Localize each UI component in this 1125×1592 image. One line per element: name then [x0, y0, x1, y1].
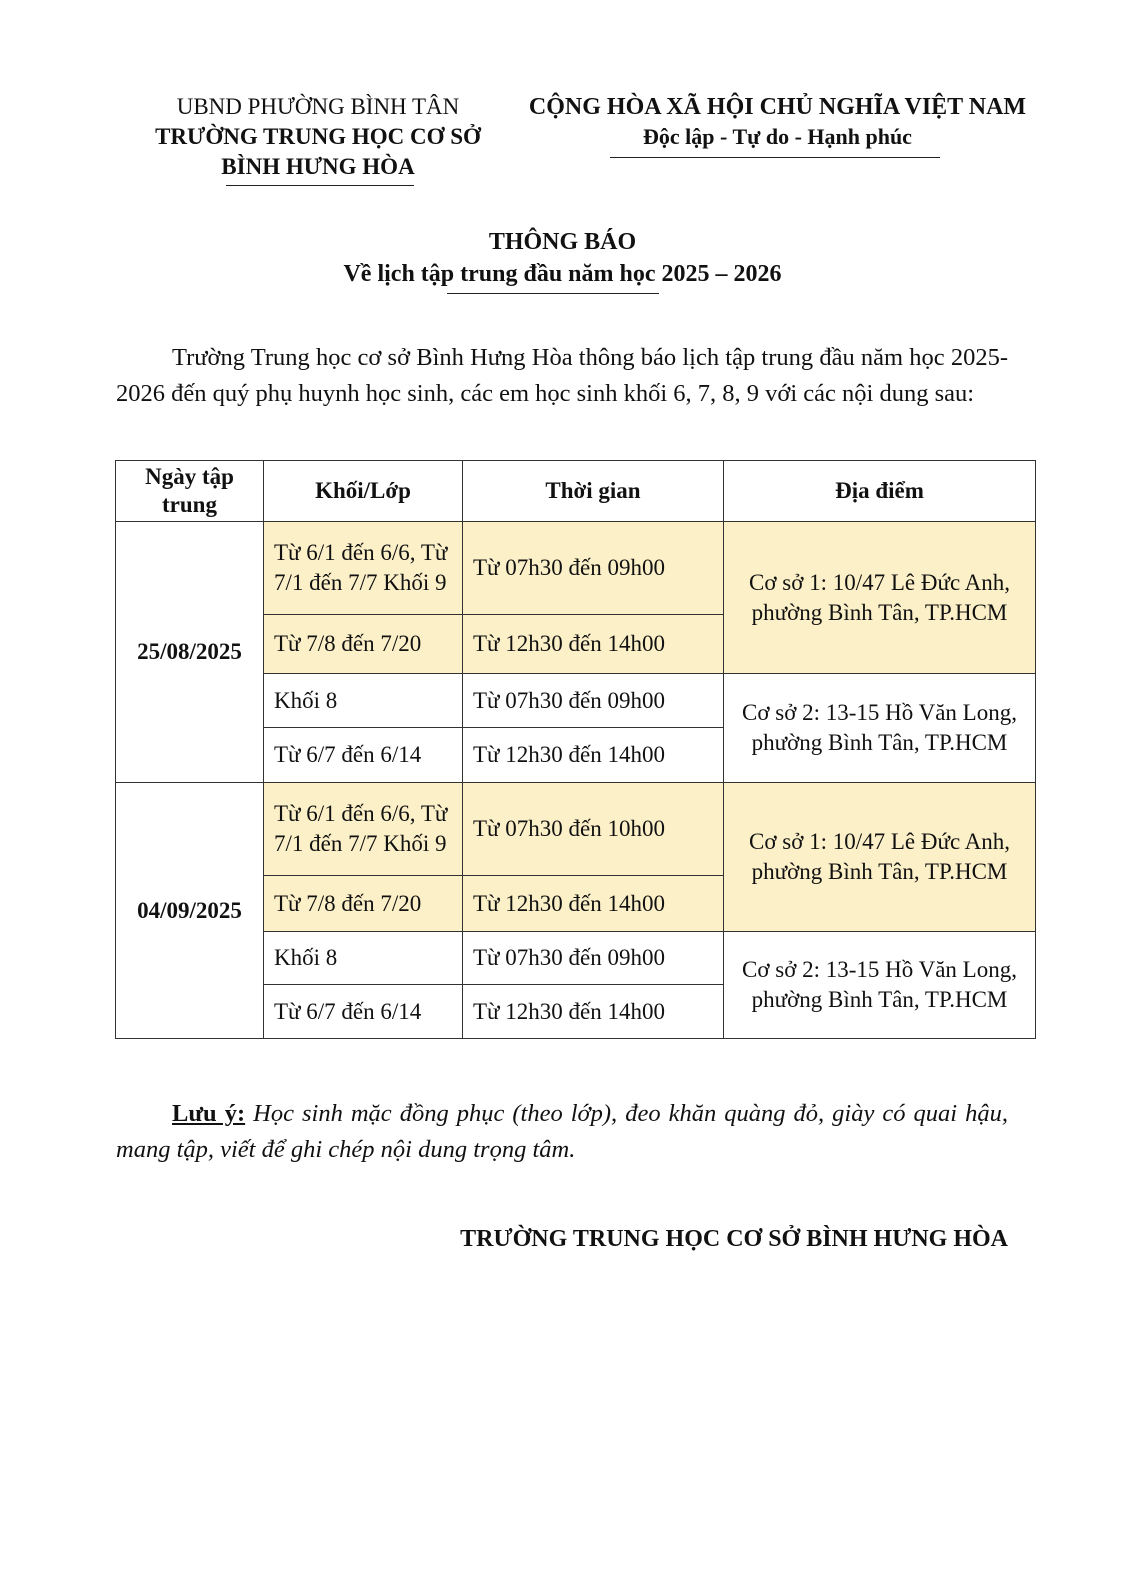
notice-subtitle: Về lịch tập trung đầu năm học 2025 – 2026 — [343, 261, 782, 287]
date-cell: 25/08/2025 — [116, 522, 264, 783]
table-row — [116, 783, 1036, 876]
header-time: Thời gian — [463, 461, 724, 522]
class-cell: Từ 6/7 đến 6/14 — [264, 728, 463, 783]
table-header-row — [116, 461, 1036, 522]
location-cell: Cơ sở 2: 13-15 Hồ Văn Long, phường Bình Tân, TP.HCM — [724, 932, 1036, 1039]
header-date: Ngày tập trung — [116, 461, 264, 522]
national-motto: Độc lập - Tự do - Hạnh phúc — [643, 124, 912, 149]
header-class: Khối/Lớp — [264, 461, 463, 522]
issuer-school-line1: TRƯỜNG TRUNG HỌC CƠ SỞ — [155, 124, 481, 149]
issuer-school-line2: BÌNH HƯNG HÒA — [221, 154, 415, 179]
issuer-underline — [226, 185, 414, 186]
national-heading — [510, 92, 1045, 152]
intro-paragraph: Trường Trung học cơ sở Bình Hưng Hòa thông báo lịch tập trung đầu năm học 2025-2026 đến quý phụ huynh học sinh, các em học sinh khối 6, 7, 8, 9 với các nội dung sau: — [116, 344, 1008, 407]
signature-block: TRƯỜNG TRUNG HỌC CƠ SỞ BÌNH HƯNG HÒA — [460, 1226, 1008, 1252]
time-cell: Từ 12h30 đến 14h00 — [463, 876, 724, 932]
class-cell: Từ 6/7 đến 6/14 — [264, 985, 463, 1039]
time-cell: Từ 12h30 đến 14h00 — [463, 728, 724, 783]
motto-underline — [610, 157, 940, 158]
schedule-table — [115, 460, 1036, 1039]
header-location: Địa điểm — [724, 461, 1036, 522]
class-cell: Khối 8 — [264, 674, 463, 728]
time-cell: Từ 12h30 đến 14h00 — [463, 985, 724, 1039]
date-cell: 04/09/2025 — [116, 783, 264, 1039]
class-cell: Từ 7/8 đến 7/20 — [264, 615, 463, 674]
notice-title: THÔNG BÁO — [488, 229, 637, 255]
class-cell: Khối 8 — [264, 932, 463, 985]
class-cell: Từ 6/1 đến 6/6, Từ 7/1 đến 7/7 Khối 9 — [264, 783, 463, 876]
table-row — [116, 522, 1036, 615]
note-label: Lưu ý: — [172, 1100, 246, 1127]
title-underline — [447, 293, 659, 294]
issuer-authority: UBND PHƯỜNG BÌNH TÂN — [176, 94, 460, 119]
time-cell: Từ 07h30 đến 09h00 — [463, 522, 724, 615]
time-cell: Từ 07h30 đến 09h00 — [463, 932, 724, 985]
time-cell: Từ 12h30 đến 14h00 — [463, 615, 724, 674]
class-cell: Từ 7/8 đến 7/20 — [264, 876, 463, 932]
location-cell: Cơ sở 1: 10/47 Lê Đức Anh, phường Bình Tân, TP.HCM — [724, 522, 1036, 674]
location-cell: Cơ sở 1: 10/47 Lê Đức Anh, phường Bình Tân, TP.HCM — [724, 783, 1036, 932]
note-text: Học sinh mặc đồng phục (theo lớp), đeo khăn quàng đỏ, giày có quai hậu, mang tập, viết để ghi chép nội dung trọng tâm. — [116, 1100, 1009, 1163]
notice-title-block — [0, 226, 1125, 290]
class-cell: Từ 6/1 đến 6/6, Từ 7/1 đến 7/7 Khối 9 — [264, 522, 463, 615]
national-title: CỘNG HÒA XÃ HỘI CHỦ NGHĨA VIỆT NAM — [528, 94, 1027, 120]
issuer-block — [128, 92, 508, 182]
location-cell: Cơ sở 2: 13-15 Hồ Văn Long, phường Bình Tân, TP.HCM — [724, 674, 1036, 783]
time-cell: Từ 07h30 đến 09h00 — [463, 674, 724, 728]
time-cell: Từ 07h30 đến 10h00 — [463, 783, 724, 876]
note-paragraph — [116, 1096, 1008, 1168]
